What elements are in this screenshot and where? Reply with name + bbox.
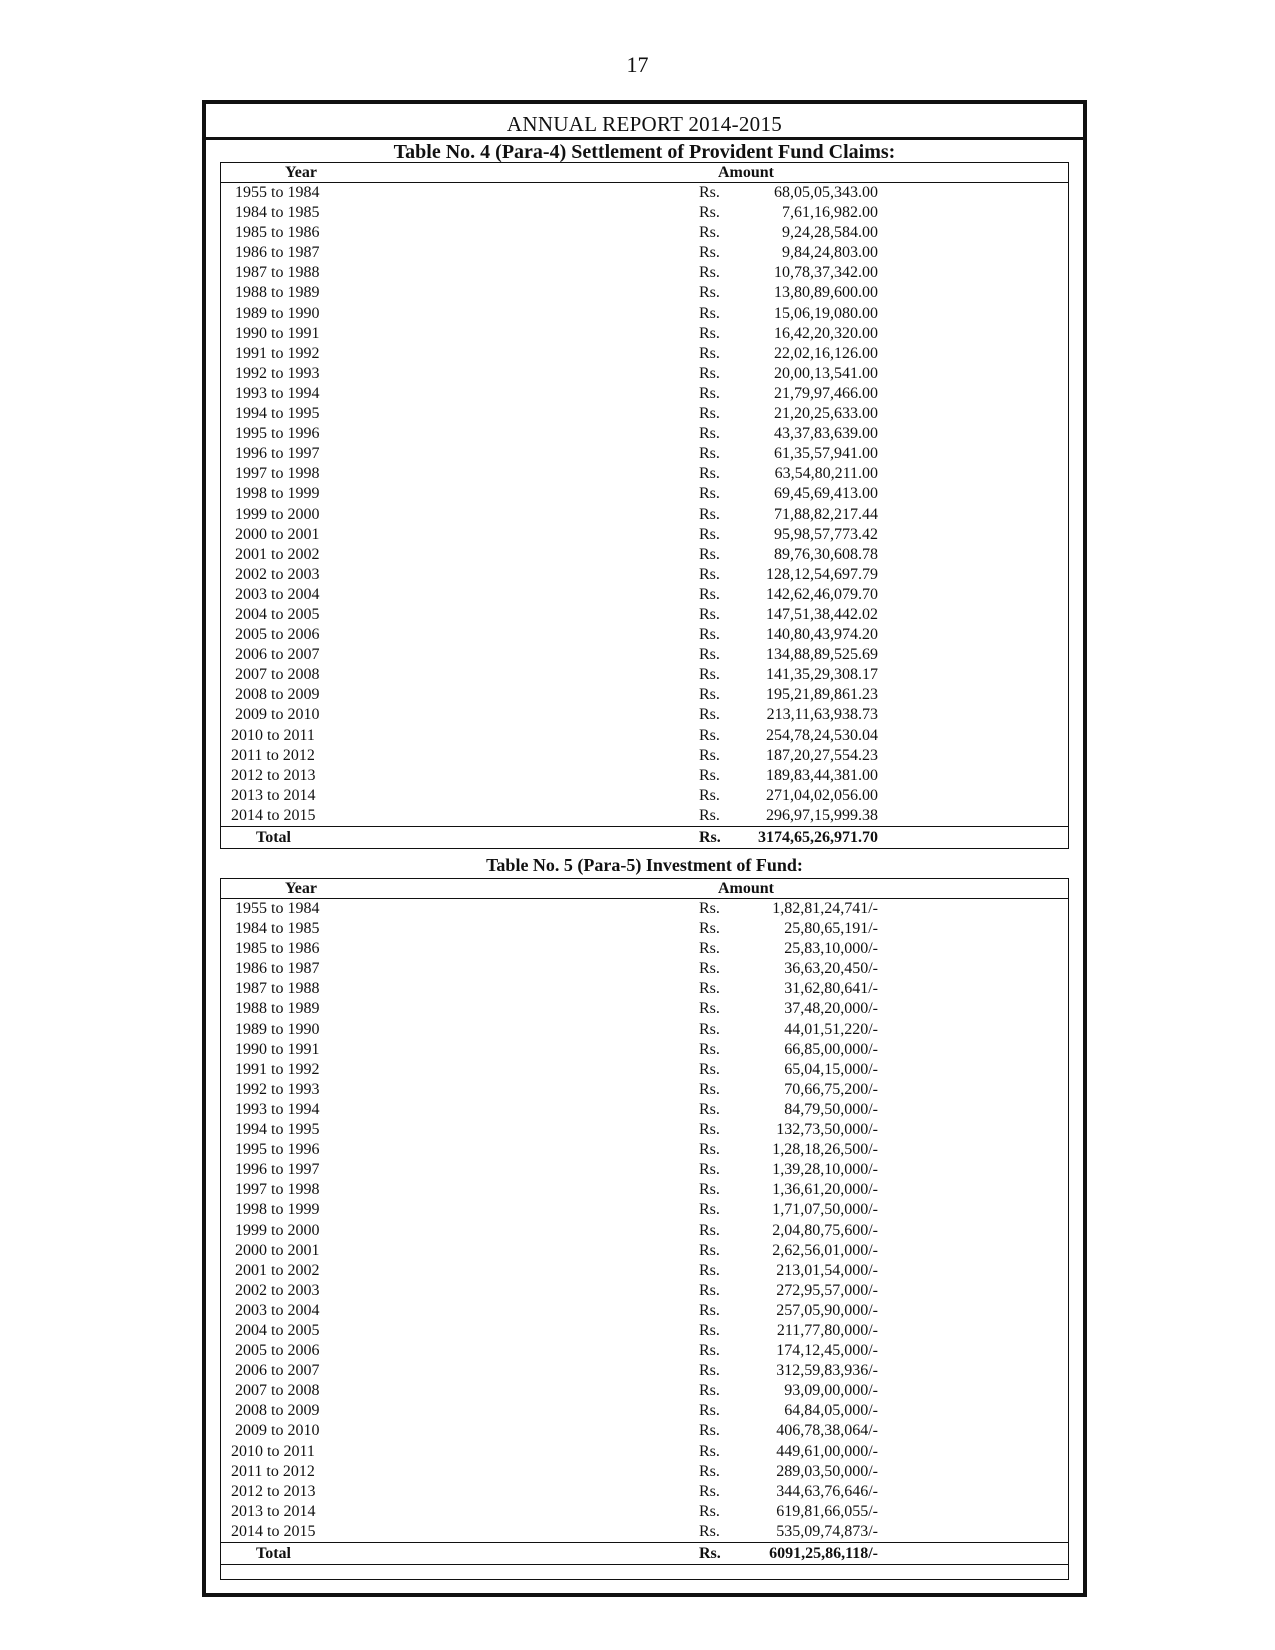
currency-cell: Rs. [699,525,720,543]
amount-cell: 132,73,50,000/- [776,1121,878,1139]
currency-cell: Rs. [699,1241,720,1259]
year-cell: 1993 to 1994 [235,384,320,402]
year-cell: 2000 to 2001 [235,525,320,543]
year-cell: 1985 to 1986 [235,224,320,242]
amount-cell: 535,09,74,873/- [776,1522,878,1540]
year-cell: 2003 to 2004 [235,1301,320,1319]
table-row [221,1060,1068,1080]
currency-cell: Rs. [699,1462,720,1480]
table-row [221,1100,1068,1120]
year-cell: 2012 to 2013 [231,1482,316,1500]
year-cell: 2001 to 2002 [235,545,320,563]
amount-cell: 37,48,20,000/- [784,1000,878,1018]
currency-cell: Rs. [699,1121,720,1139]
currency-cell: Rs. [699,605,720,623]
amount-cell: 31,62,80,641/- [784,980,878,998]
year-cell: 2010 to 2011 [231,726,315,744]
amount-cell: 134,88,89,525.69 [766,646,878,664]
amount-cell: 64,84,05,000/- [784,1402,878,1420]
year-cell: 2009 to 2010 [235,1422,320,1440]
year-cell: 1997 to 1998 [235,465,320,483]
currency-cell: Rs. [699,766,720,784]
amount-cell: 213,01,54,000/- [776,1261,878,1279]
amount-cell: 89,76,30,608.78 [774,545,878,563]
table-row [221,1361,1068,1381]
table5-total-row [221,1542,1068,1565]
table5-total-rs: Rs. [699,1545,721,1562]
amount-cell: 2,62,56,01,000/- [772,1241,878,1259]
year-cell: 1988 to 1989 [235,1000,320,1018]
year-cell: 2014 to 2015 [231,1522,316,1540]
currency-cell: Rs. [699,344,720,362]
year-cell: 1989 to 1990 [235,1020,320,1038]
year-cell: 1999 to 2000 [235,505,320,523]
amount-cell: 70,66,75,200/- [784,1080,878,1098]
currency-cell: Rs. [699,1301,720,1319]
amount-cell: 10,78,37,342.00 [774,264,878,282]
year-cell: 1997 to 1998 [235,1181,320,1199]
year-cell: 2010 to 2011 [231,1442,315,1460]
currency-cell: Rs. [699,1060,720,1078]
currency-cell: Rs. [699,1362,720,1380]
amount-cell: 21,20,25,633.00 [774,405,878,423]
year-cell: 1993 to 1994 [235,1100,320,1118]
table-row [221,404,1068,424]
amount-cell: 142,62,46,079.70 [766,585,878,603]
year-cell: 2006 to 2007 [235,1362,320,1380]
table-row [221,665,1068,685]
amount-cell: 25,83,10,000/- [784,940,878,958]
year-cell: 2008 to 2009 [235,686,320,704]
table5-total-amount: 6091,25,86,118/- [769,1545,878,1562]
currency-cell: Rs. [699,1342,720,1360]
table-row [221,1200,1068,1220]
table4-body [221,183,1068,826]
table5-header [221,879,1068,899]
year-cell: 2009 to 2010 [235,706,320,724]
currency-cell: Rs. [699,786,720,804]
currency-cell: Rs. [699,1020,720,1038]
year-cell: 1995 to 1996 [235,1141,320,1159]
report-frame [202,100,1087,1597]
amount-cell: 312,59,83,936/- [776,1362,878,1380]
table-row [221,324,1068,344]
table-row [221,1261,1068,1281]
year-cell: 1955 to 1984 [235,184,320,201]
table4-total-row [221,826,1068,848]
table-row [221,183,1068,203]
year-cell: 1987 to 1988 [235,264,320,282]
year-cell: 1999 to 2000 [235,1221,320,1239]
table-row [221,585,1068,605]
table-row [221,1080,1068,1100]
amount-cell: 213,11,63,938.73 [766,706,878,724]
table4-pf-claims [220,162,1069,849]
currency-cell: Rs. [699,284,720,302]
currency-cell: Rs. [699,920,720,938]
currency-cell: Rs. [699,1040,720,1058]
table-row [221,746,1068,766]
amount-cell: 296,97,15,999.38 [766,806,878,824]
currency-cell: Rs. [699,1261,720,1279]
year-cell: 2005 to 2006 [235,626,320,644]
amount-cell: 2,04,80,75,600/- [772,1221,878,1239]
amount-cell: 1,28,18,26,500/- [772,1141,878,1159]
table-row [221,645,1068,665]
table5-title: Table No. 5 (Para-5) Investment of Fund: [486,855,803,875]
table4-title: Table No. 4 (Para-4) Settlement of Provident Fund Claims: [393,141,896,163]
currency-cell: Rs. [699,485,720,503]
amount-cell: 7,61,16,982.00 [782,204,878,222]
table-row [221,1401,1068,1421]
amount-cell: 1,82,81,24,741/- [772,900,878,917]
table-row [221,444,1068,464]
amount-cell: 289,03,50,000/- [776,1462,878,1480]
table-row [221,1301,1068,1321]
table4-header [221,163,1068,183]
table-row [221,1241,1068,1261]
year-cell: 2003 to 2004 [235,585,320,603]
amount-cell: 271,04,02,056.00 [766,786,878,804]
table-row [221,1522,1068,1542]
year-cell: 2011 to 2012 [231,1462,315,1480]
currency-cell: Rs. [699,364,720,382]
year-cell: 2013 to 2014 [231,786,316,804]
table-row [221,605,1068,625]
amount-cell: 15,06,19,080.00 [774,304,878,322]
year-cell: 1989 to 1990 [235,304,320,322]
currency-cell: Rs. [699,646,720,664]
currency-cell: Rs. [699,264,720,282]
amount-cell: 25,80,65,191/- [784,920,878,938]
table-row [221,263,1068,283]
amount-cell: 128,12,54,697.79 [766,565,878,583]
year-cell: 2004 to 2005 [235,605,320,623]
amount-cell: 20,00,13,541.00 [774,364,878,382]
year-cell: 1987 to 1988 [235,980,320,998]
currency-cell: Rs. [699,184,720,201]
currency-cell: Rs. [699,545,720,563]
table-row [221,1281,1068,1301]
currency-cell: Rs. [699,1080,720,1098]
year-cell: 2005 to 2006 [235,1342,320,1360]
title-divider [206,137,1083,140]
year-cell: 1984 to 1985 [235,920,320,938]
currency-cell: Rs. [699,1502,720,1520]
amount-cell: 16,42,20,320.00 [774,324,878,342]
amount-cell: 189,83,44,381.00 [766,766,878,784]
table-row [221,505,1068,525]
table-row [221,625,1068,645]
table4-amount-header: Amount [717,164,774,181]
currency-cell: Rs. [699,1522,720,1540]
amount-cell: 95,98,57,773.42 [774,525,878,543]
table4-total-label: Total [256,829,291,846]
amount-cell: 9,24,28,584.00 [782,224,878,242]
currency-cell: Rs. [699,445,720,463]
year-cell: 2011 to 2012 [231,746,315,764]
amount-cell: 22,02,16,126.00 [774,344,878,362]
table-row [221,1040,1068,1060]
table4-year-header: Year [285,164,317,181]
year-cell: 1996 to 1997 [235,1161,320,1179]
amount-cell: 211,77,80,000/- [776,1321,878,1339]
table5-year-header: Year [285,880,317,897]
table-row [221,705,1068,725]
year-cell: 1994 to 1995 [235,1121,320,1139]
currency-cell: Rs. [699,1422,720,1440]
table-row [221,545,1068,565]
table-row [221,999,1068,1019]
amount-cell: 84,79,50,000/- [784,1100,878,1118]
year-cell: 1992 to 1993 [235,1080,320,1098]
amount-cell: 71,88,82,217.44 [774,505,878,523]
currency-cell: Rs. [699,1442,720,1460]
amount-cell: 141,35,29,308.17 [766,666,878,684]
currency-cell: Rs. [699,1321,720,1339]
page-number: 17 [626,52,649,77]
year-cell: 1990 to 1991 [235,1040,320,1058]
table-row [221,364,1068,384]
table-row [221,726,1068,746]
currency-cell: Rs. [699,1482,720,1500]
amount-cell: 44,01,51,220/- [784,1020,878,1038]
year-cell: 1985 to 1986 [235,940,320,958]
report-title: ANNUAL REPORT 2014-2015 [506,112,783,136]
table-row [221,959,1068,979]
currency-cell: Rs. [699,384,720,402]
currency-cell: Rs. [699,224,720,242]
amount-cell: 195,21,89,861.23 [766,686,878,704]
year-cell: 1984 to 1985 [235,204,320,222]
year-cell: 2012 to 2013 [231,766,316,784]
currency-cell: Rs. [699,626,720,644]
currency-cell: Rs. [699,726,720,744]
amount-cell: 36,63,20,450/- [784,960,878,978]
currency-cell: Rs. [699,244,720,262]
table4-total-amount: 3174,65,26,971.70 [758,829,878,846]
year-cell: 1998 to 1999 [235,1201,320,1219]
amount-cell: 68,05,05,343.00 [774,184,878,201]
year-cell: 1996 to 1997 [235,445,320,463]
table5-body [221,899,1068,1542]
year-cell: 2013 to 2014 [231,1502,316,1520]
year-cell: 1955 to 1984 [235,900,320,917]
amount-cell: 449,61,00,000/- [776,1442,878,1460]
amount-cell: 1,39,28,10,000/- [772,1161,878,1179]
year-cell: 2001 to 2002 [235,1261,320,1279]
amount-cell: 406,78,38,064/- [776,1422,878,1440]
table5-investment [220,878,1069,1580]
table-row [221,1221,1068,1241]
table-row [221,464,1068,484]
table-row [221,1502,1068,1522]
currency-cell: Rs. [699,940,720,958]
amount-cell: 9,84,24,803.00 [782,244,878,262]
year-cell: 1991 to 1992 [235,1060,320,1078]
table4-total-rs: Rs. [699,829,721,846]
table-row [221,766,1068,786]
amount-cell: 174,12,45,000/- [776,1342,878,1360]
table-row [221,1140,1068,1160]
table-row [221,1120,1068,1140]
year-cell: 2006 to 2007 [235,646,320,664]
table-row [221,344,1068,364]
currency-cell: Rs. [699,1201,720,1219]
amount-cell: 147,51,38,442.02 [766,605,878,623]
currency-cell: Rs. [699,1382,720,1400]
year-cell: 1986 to 1987 [235,960,320,978]
currency-cell: Rs. [699,585,720,603]
amount-cell: 93,09,00,000/- [784,1382,878,1400]
table-row [221,939,1068,959]
table-row [221,1381,1068,1401]
amount-cell: 257,05,90,000/- [776,1301,878,1319]
table-row [221,1020,1068,1040]
table-row [221,919,1068,939]
currency-cell: Rs. [699,324,720,342]
year-cell: 2014 to 2015 [231,806,316,824]
table-row [221,484,1068,504]
year-cell: 1986 to 1987 [235,244,320,262]
amount-cell: 43,37,83,639.00 [774,425,878,443]
table5-amount-header: Amount [717,880,774,897]
amount-cell: 254,78,24,530.04 [766,726,878,744]
amount-cell: 66,85,00,000/- [784,1040,878,1058]
table5-total-label: Total [256,1545,291,1562]
currency-cell: Rs. [699,980,720,998]
amount-cell: 272,95,57,000/- [776,1281,878,1299]
year-cell: 1995 to 1996 [235,425,320,443]
currency-cell: Rs. [699,666,720,684]
amount-cell: 69,45,69,413.00 [774,485,878,503]
amount-cell: 1,36,61,20,000/- [772,1181,878,1199]
table-row [221,1341,1068,1361]
year-cell: 2002 to 2003 [235,565,320,583]
year-cell: 2002 to 2003 [235,1281,320,1299]
year-cell: 2008 to 2009 [235,1402,320,1420]
amount-cell: 21,79,97,466.00 [774,384,878,402]
currency-cell: Rs. [699,706,720,724]
currency-cell: Rs. [699,1161,720,1179]
table-row [221,786,1068,806]
currency-cell: Rs. [699,465,720,483]
currency-cell: Rs. [699,1181,720,1199]
currency-cell: Rs. [699,686,720,704]
currency-cell: Rs. [699,746,720,764]
table-row [221,565,1068,585]
amount-cell: 65,04,15,000/- [784,1060,878,1078]
table-row [221,304,1068,324]
table-row [221,899,1068,919]
amount-cell: 187,20,27,554.23 [766,746,878,764]
currency-cell: Rs. [699,1281,720,1299]
table-row [221,1321,1068,1341]
year-cell: 1990 to 1991 [235,324,320,342]
currency-cell: Rs. [699,1100,720,1118]
amount-cell: 140,80,43,974.20 [766,626,878,644]
currency-cell: Rs. [699,1402,720,1420]
currency-cell: Rs. [699,1221,720,1239]
currency-cell: Rs. [699,900,720,917]
currency-cell: Rs. [699,425,720,443]
currency-cell: Rs. [699,304,720,322]
currency-cell: Rs. [699,806,720,824]
year-cell: 2007 to 2008 [235,1382,320,1400]
currency-cell: Rs. [699,565,720,583]
currency-cell: Rs. [699,960,720,978]
year-cell: 1998 to 1999 [235,485,320,503]
year-cell: 1994 to 1995 [235,405,320,423]
table-row [221,223,1068,243]
table-row [221,384,1068,404]
table-row [221,1482,1068,1502]
table-row [221,1442,1068,1462]
table-row [221,243,1068,263]
table-row [221,1180,1068,1200]
table-row [221,685,1068,705]
amount-cell: 61,35,57,941.00 [774,445,878,463]
year-cell: 1992 to 1993 [235,364,320,382]
amount-cell: 63,54,80,211.00 [774,465,878,483]
year-cell: 1988 to 1989 [235,284,320,302]
currency-cell: Rs. [699,405,720,423]
currency-cell: Rs. [699,1000,720,1018]
table-row [221,1160,1068,1180]
amount-cell: 619,81,66,055/- [776,1502,878,1520]
currency-cell: Rs. [699,204,720,222]
table-row [221,979,1068,999]
amount-cell: 344,63,76,646/- [776,1482,878,1500]
table-row [221,525,1068,545]
table5-empty-row [221,1565,1068,1579]
year-cell: 2004 to 2005 [235,1321,320,1339]
table-row [221,424,1068,444]
currency-cell: Rs. [699,505,720,523]
year-cell: 2000 to 2001 [235,1241,320,1259]
table-row [221,1462,1068,1482]
year-cell: 1991 to 1992 [235,344,320,362]
table-row [221,1421,1068,1441]
currency-cell: Rs. [699,1141,720,1159]
amount-cell: 13,80,89,600.00 [774,284,878,302]
table-row [221,203,1068,223]
amount-cell: 1,71,07,50,000/- [772,1201,878,1219]
table-row [221,806,1068,826]
table-row [221,283,1068,303]
year-cell: 2007 to 2008 [235,666,320,684]
